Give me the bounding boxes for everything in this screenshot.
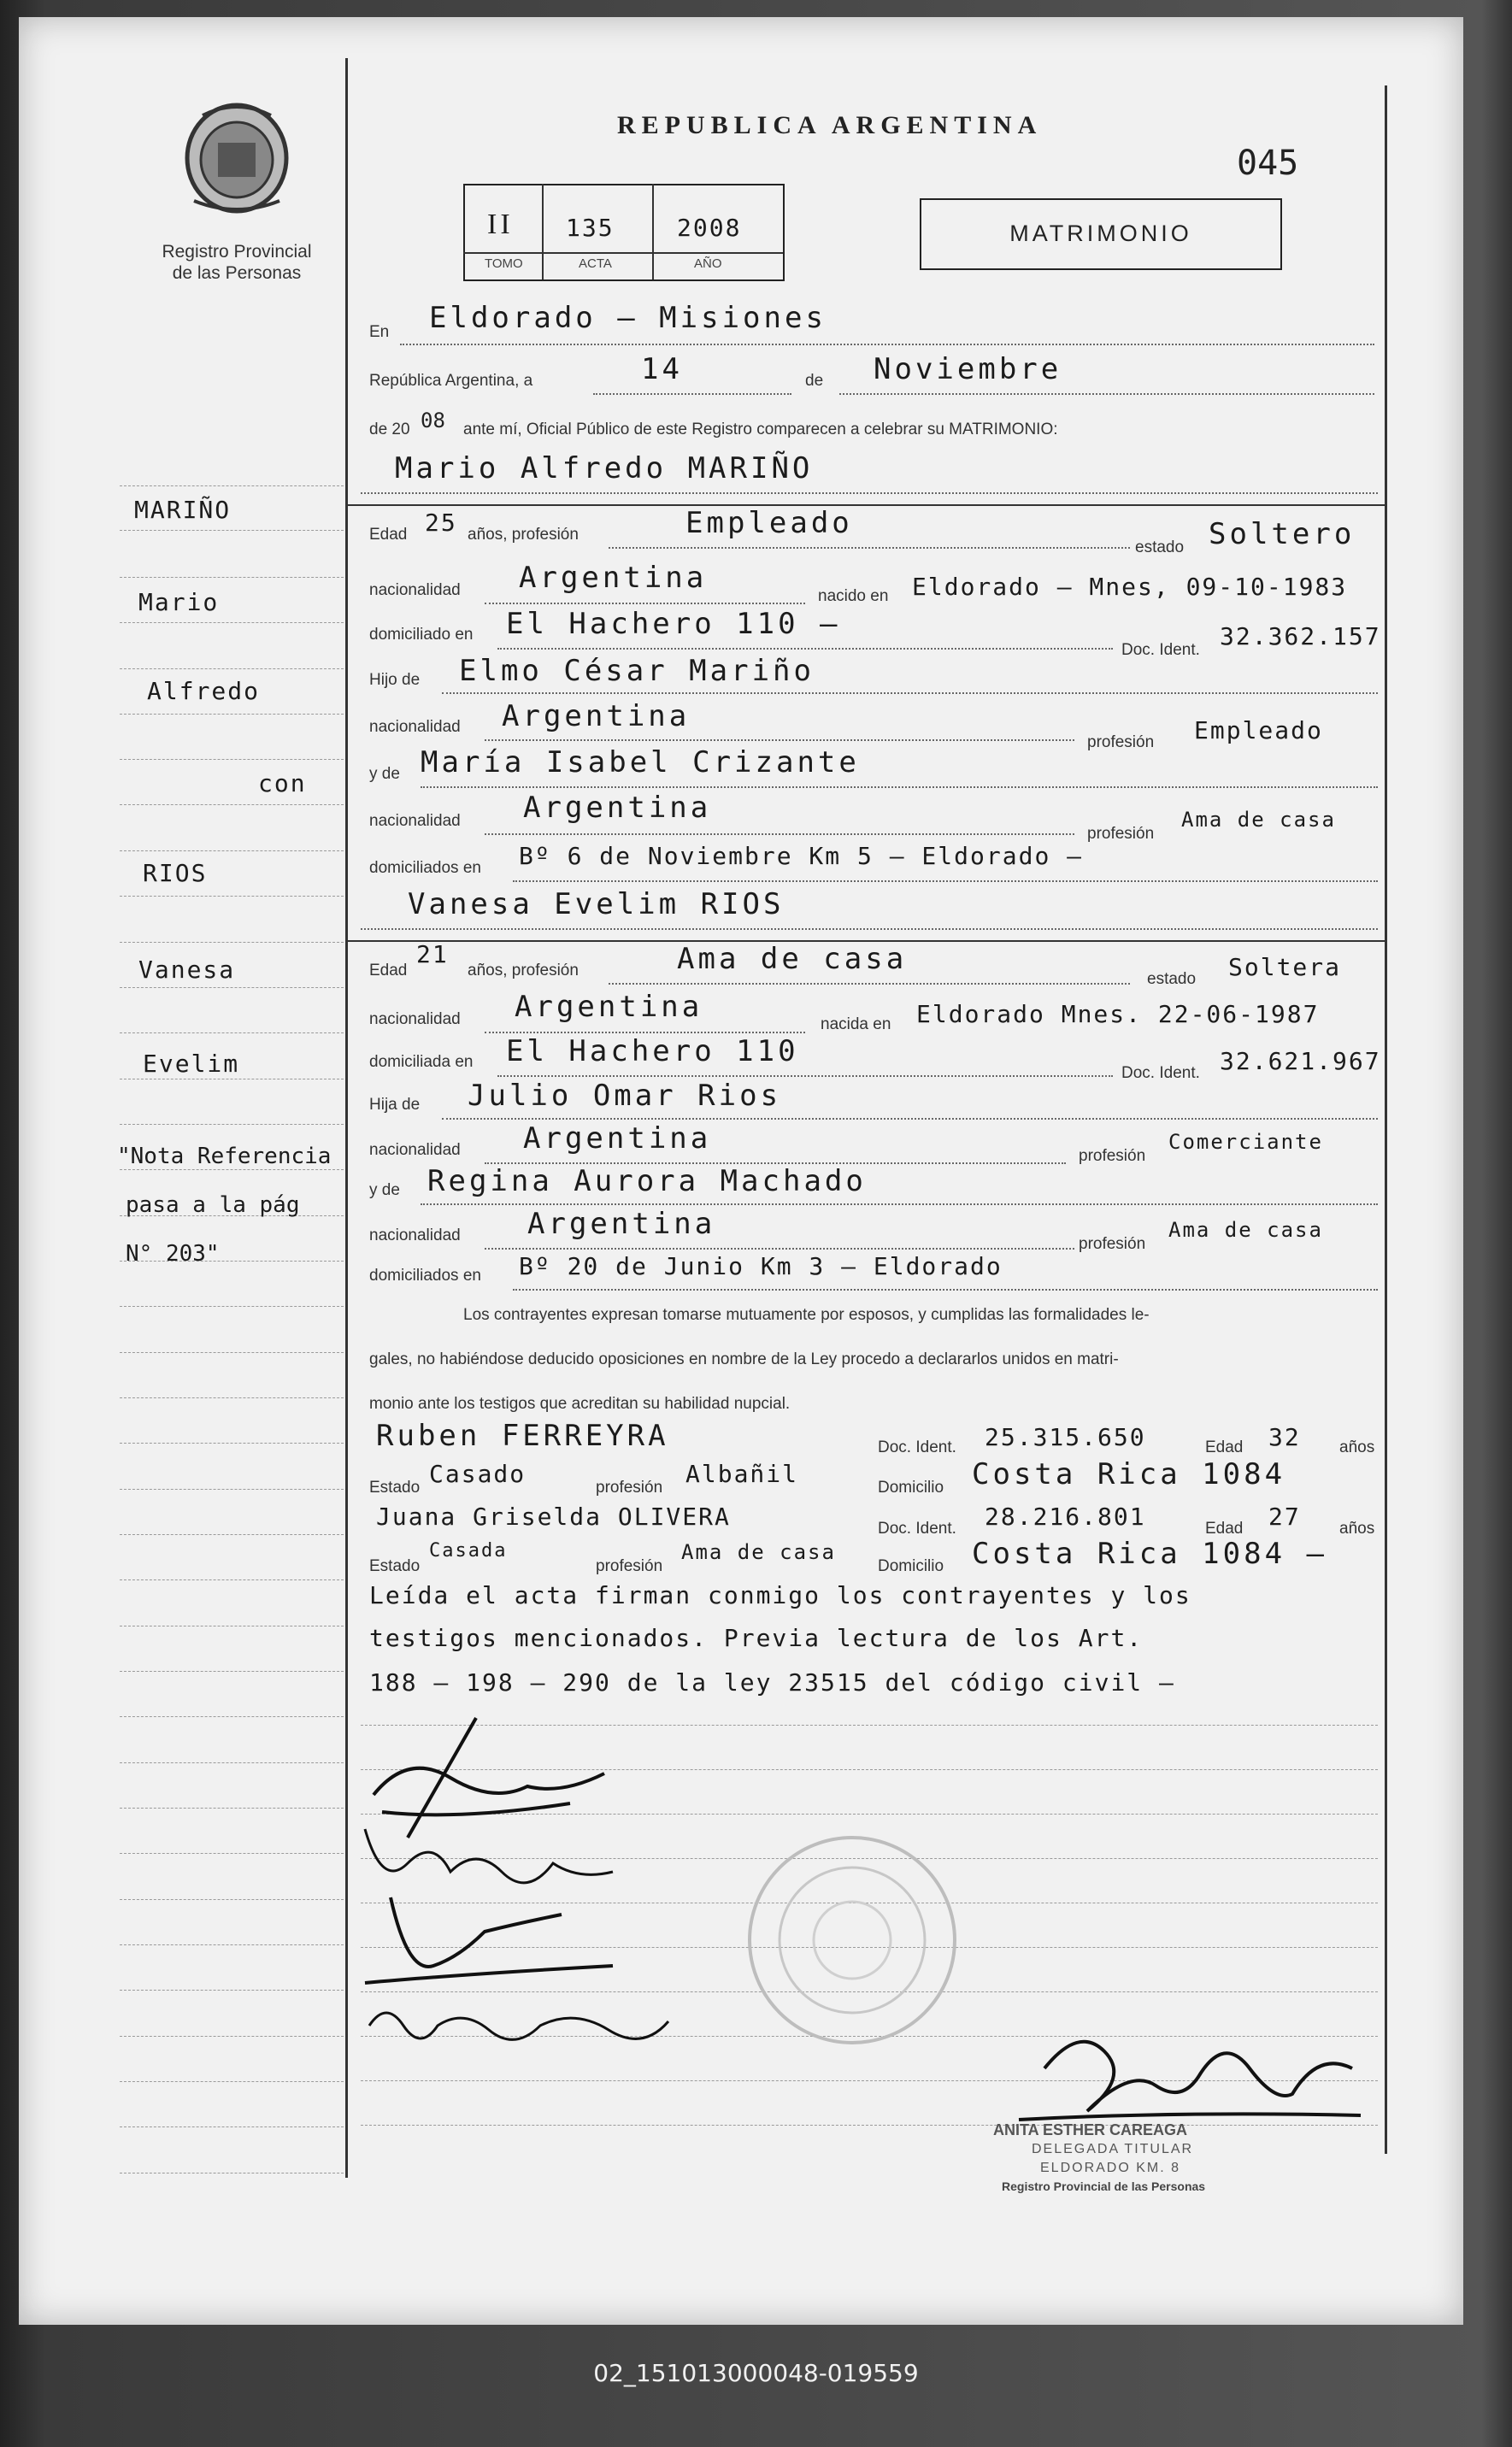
witness1-edad-label: Edad xyxy=(1205,1438,1244,1456)
witness2-domicilio-label: Domicilio xyxy=(878,1557,944,1575)
file-id-caption: 02_151013000048-019559 xyxy=(593,2359,919,2387)
bride-profession-line xyxy=(609,983,1130,985)
margin-bride-surname: RIOS xyxy=(143,859,208,887)
bride-nationality-label: nacionalidad xyxy=(369,1010,461,1028)
declaration-line3: monio ante los testigos que acreditan su habilidad nupcial. xyxy=(369,1395,791,1413)
witness1-profession: Albañil xyxy=(685,1460,799,1488)
place: Eldorado – Misiones xyxy=(429,301,827,335)
bride-father-profession: Comerciante xyxy=(1168,1130,1323,1154)
witness2-anos-label: años xyxy=(1339,1520,1375,1538)
record-box-label-rule xyxy=(463,252,783,254)
bride-mother-prof-label: profesión xyxy=(1079,1235,1146,1253)
bride-birth: Eldorado Mnes. 22-06-1987 xyxy=(916,1000,1320,1028)
groom-father-nat-label: nacionalidad xyxy=(369,718,461,736)
month-line xyxy=(839,393,1374,395)
closing-line3: 188 – 198 – 290 de la ley 23515 del código civil – xyxy=(369,1668,1175,1697)
bride-parents-dom-label: domiciliados en xyxy=(369,1267,481,1285)
margin-bride-name2: Evelim xyxy=(143,1050,240,1078)
stamp-line3: ELDORADO KM. 8 xyxy=(1040,2161,1181,2175)
groom-mother-line xyxy=(421,786,1378,788)
bride-edad-label: Edad xyxy=(369,962,408,979)
witness2-address: Costa Rica 1084 – xyxy=(972,1537,1327,1571)
margin-note-line1: "Nota Referencia xyxy=(117,1144,332,1169)
groom-age: 25 xyxy=(425,509,457,537)
bride-hija-label: Hija de xyxy=(369,1096,421,1114)
day-line xyxy=(593,393,791,395)
bride-anos-profesion-label: años, profesión xyxy=(468,962,579,979)
bride-father: Julio Omar Rios xyxy=(468,1079,782,1113)
year-suffix: 08 xyxy=(421,409,445,432)
groom-mother-profession: Ama de casa xyxy=(1181,808,1336,832)
acta-label: ACTA xyxy=(579,256,612,271)
bride-mother-profession: Ama de casa xyxy=(1168,1218,1323,1242)
groom-hijo-label: Hijo de xyxy=(369,671,421,689)
registry-seal-icon xyxy=(741,1829,963,2051)
en-label: En xyxy=(369,323,390,341)
stamp-line1: ANITA ESTHER CAREAGA xyxy=(993,2121,1188,2138)
bride-domicile-label: domiciliada en xyxy=(369,1053,474,1071)
stamp-line2: DELEGADA TITULAR xyxy=(1032,2142,1194,2156)
witness1-address: Costa Rica 1084 xyxy=(972,1457,1286,1491)
bride-mother-nat-label: nacionalidad xyxy=(369,1226,461,1244)
tomo-value: II xyxy=(487,209,514,240)
margin-groom-name2: Alfredo xyxy=(147,677,261,705)
witness2-estado-label: Estado xyxy=(369,1557,421,1575)
groom-birth: Eldorado – Mnes, 09-10-1983 xyxy=(912,573,1348,601)
groom-mother-nat-label: nacionalidad xyxy=(369,812,461,830)
witness2-doc-label: Doc. Ident. xyxy=(878,1520,956,1538)
official-signature xyxy=(1010,2017,1369,2137)
bride-domicile-line xyxy=(497,1075,1113,1077)
groom-nationality: Argentina xyxy=(519,561,708,595)
margin-groom-name1: Mario xyxy=(138,588,220,616)
year-prefix: de 20 xyxy=(369,421,410,438)
witness2-profession: Ama de casa xyxy=(681,1540,836,1564)
marriage-day: 14 xyxy=(641,352,683,386)
witness1-status: Casado xyxy=(429,1460,527,1488)
groom-father: Elmo César Mariño xyxy=(459,654,815,688)
witness2-age: 27 xyxy=(1268,1503,1301,1531)
groom-nationality-line xyxy=(485,603,805,604)
bride-estado-label: estado xyxy=(1147,970,1197,988)
declaration-line1: Los contrayentes expresan tomarse mutuamente por esposos, y cumplidas las formalidades le- xyxy=(463,1306,1150,1324)
groom-father-profession: Empleado xyxy=(1194,716,1323,744)
bride-nationality-line xyxy=(485,1032,805,1033)
bride-civil-status: Soltera xyxy=(1228,953,1342,981)
witness1-age: 32 xyxy=(1268,1423,1301,1451)
bride-name-line xyxy=(361,928,1378,930)
margin-note-line3: N° 203" xyxy=(126,1241,220,1267)
witness2-doc: 28.216.801 xyxy=(985,1503,1146,1531)
groom-father-nat-line xyxy=(485,739,1074,741)
bride-mother-line xyxy=(421,1203,1378,1205)
bride-parents-address: Bº 20 de Junio Km 3 – Eldorado xyxy=(519,1252,1003,1280)
groom-yde-label: y de xyxy=(369,765,400,783)
groom-parents-dom-label: domiciliados en xyxy=(369,859,481,877)
witness1-domicilio-label: Domicilio xyxy=(878,1479,944,1497)
witness2-name: Juana Griselda OLIVERA xyxy=(376,1503,731,1531)
registry-name xyxy=(130,241,344,284)
bride-yde-label: y de xyxy=(369,1181,400,1199)
closing-line1: Leída el acta firman conmigo los contrayentes y los xyxy=(369,1581,1191,1609)
witness1-signature xyxy=(356,1880,630,2000)
bride-doc-label: Doc. Ident. xyxy=(1121,1064,1200,1082)
groom-mother-nat-line xyxy=(485,833,1074,835)
margin-note-line2: pasa a la pág xyxy=(126,1192,300,1218)
registry-name-line1: Registro Provincial xyxy=(162,242,312,262)
bride-father-line xyxy=(442,1118,1378,1120)
witness2-signature xyxy=(361,1991,685,2051)
groom-domicile-line xyxy=(497,648,1113,650)
record-box-divider-1 xyxy=(542,184,544,279)
groom-father-nationality: Argentina xyxy=(502,699,691,733)
groom-civil-status: Soltero xyxy=(1209,517,1356,551)
declaration-line2: gales, no habiéndose deducido oposiciones en nombre de la Ley procedo a declararlos unidos en matri- xyxy=(369,1350,1119,1368)
groom-anos-profesion-label: años, profesión xyxy=(468,526,579,544)
witness1-doc: 25.315.650 xyxy=(985,1423,1146,1451)
groom-estado-label: estado xyxy=(1135,538,1185,556)
bride-mother: Regina Aurora Machado xyxy=(427,1164,867,1198)
groom-doc-label: Doc. Ident. xyxy=(1121,641,1200,659)
groom-profession-line xyxy=(609,547,1130,549)
bride-doc: 32.621.967 xyxy=(1220,1047,1381,1075)
ante-text: ante mí, Oficial Público de este Registro comparecen a celebrar su MATRIMONIO: xyxy=(463,421,1058,438)
witness2-prof-label: profesión xyxy=(596,1557,663,1575)
groom-parents-address: Bº 6 de Noviembre Km 5 – Eldorado – xyxy=(519,842,1084,870)
groom-mother: María Isabel Crizante xyxy=(421,745,860,779)
groom-domicile-label: domiciliado en xyxy=(369,626,474,644)
groom-mother-prof-label: profesión xyxy=(1087,825,1155,843)
de-label: de xyxy=(805,372,824,390)
bride-mother-nationality: Argentina xyxy=(527,1207,716,1241)
groom-parents-dom-line xyxy=(513,880,1378,882)
groom-mother-nationality: Argentina xyxy=(523,791,712,825)
bride-address: El Hachero 110 xyxy=(506,1034,799,1068)
bride-parents-dom-line xyxy=(513,1289,1378,1291)
acta-value: 135 xyxy=(566,214,615,242)
groom-edad-label: Edad xyxy=(369,526,408,544)
bride-profession: Ama de casa xyxy=(677,942,908,976)
witness2-edad-label: Edad xyxy=(1205,1520,1244,1538)
margin-bride-name1: Vanesa xyxy=(138,956,236,984)
margin-groom-surname: MARIÑO xyxy=(134,496,232,524)
marriage-month: Noviembre xyxy=(874,352,1062,386)
provincial-emblem-icon xyxy=(177,98,297,218)
groom-name-rule xyxy=(345,504,1386,506)
witness1-anos-label: años xyxy=(1339,1438,1375,1456)
anio-value: 2008 xyxy=(677,214,742,242)
bride-father-prof-label: profesión xyxy=(1079,1147,1146,1165)
groom-father-prof-label: profesión xyxy=(1087,733,1155,751)
bride-nationality: Argentina xyxy=(515,990,703,1024)
groom-address: El Hachero 110 – xyxy=(506,607,841,641)
groom-nacido-label: nacido en xyxy=(818,587,889,605)
groom-nationality-label: nacionalidad xyxy=(369,581,461,599)
country-title: REPUBLICA ARGENTINA xyxy=(617,111,1043,139)
bride-nacida-label: nacida en xyxy=(821,1015,891,1033)
registry-name-line2: de las Personas xyxy=(172,263,302,283)
record-type: MATRIMONIO xyxy=(1009,221,1192,246)
witness1-doc-label: Doc. Ident. xyxy=(878,1438,956,1456)
bride-mother-nat-line xyxy=(485,1248,1074,1250)
witness1-prof-label: profesión xyxy=(596,1479,663,1497)
anio-label: AÑO xyxy=(694,256,722,271)
witness2-status: Casada xyxy=(429,1540,508,1562)
republica-label: República Argentina, a xyxy=(369,372,533,390)
margin-con: con xyxy=(258,769,307,797)
groom-doc: 32.362.157 xyxy=(1220,622,1381,650)
stamp-line4: Registro Provincial de las Personas xyxy=(1002,2179,1206,2193)
witness1-name: Ruben FERREYRA xyxy=(376,1419,669,1453)
closing-line2: testigos mencionados. Previa lectura de los Art. xyxy=(369,1624,1144,1652)
right-border xyxy=(1385,85,1387,2154)
bride-full-name: Vanesa Evelim RIOS xyxy=(408,887,785,921)
certificate-page xyxy=(19,17,1463,2325)
groom-full-name: Mario Alfredo MARIÑO xyxy=(395,451,814,485)
witness1-estado-label: Estado xyxy=(369,1479,421,1497)
bride-father-nationality: Argentina xyxy=(523,1121,712,1156)
groom-father-line xyxy=(442,692,1378,694)
bride-age: 21 xyxy=(416,940,449,968)
tomo-label: TOMO xyxy=(485,256,523,271)
page-number: 045 xyxy=(1237,144,1299,183)
left-column-divider xyxy=(345,58,348,2178)
groom-name-line xyxy=(361,492,1378,494)
bride-father-nat-label: nacionalidad xyxy=(369,1141,461,1159)
place-line xyxy=(400,344,1374,345)
record-box-divider-2 xyxy=(652,184,654,279)
groom-profession: Empleado xyxy=(685,506,853,540)
